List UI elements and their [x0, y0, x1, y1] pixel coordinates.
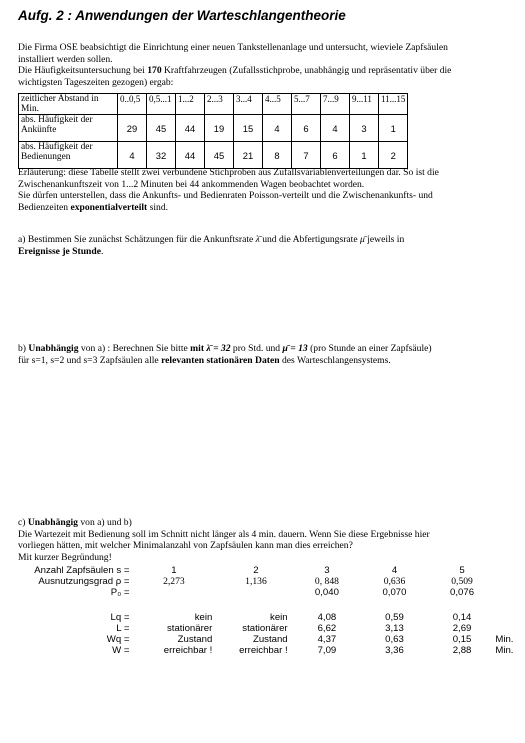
intro-line-1: Die Firma OSE beabsichtigt die Einrichtung einer neuen Tankstellenanlage und untersucht, wieviele Zapfsäulen [18, 42, 448, 53]
intro-line-4: wichtigsten Tageszeiten gezogen) ergab: [18, 76, 174, 88]
results-row-utilization [18, 576, 525, 587]
explanation-line-2: Zwischenankunftszeit von 1...2 Minuten bei 44 ankommenden Wagen beobachtet worden. [18, 178, 365, 190]
table-cell: 0,070 [382, 587, 407, 598]
unit-label [495, 612, 525, 623]
table-row-arrivals [19, 115, 408, 142]
interval-cell: 0,5...1 [147, 94, 176, 115]
row-label: P₀ = [110, 587, 130, 598]
part-c-line-3: vorliegen hätten, mit welcher Minimalanzahl von Zapfsäulen kann man dies erreichen? [18, 540, 353, 551]
results-row-l [18, 623, 525, 634]
explanation-line-3: Sie dürfen unterstellen, dass die Ankunfts- und Bedienraten Poisson-verteilt und die Zwischenankunfts- und [18, 190, 433, 201]
lambda-symbol: λ̄ [255, 234, 260, 245]
table-cell: erreichbar ! [239, 645, 288, 656]
intro-line-3: Die Häufigkeitsuntersuchung bei 170 Kraftfahrzeugen (Zufallsstichprobe, unabhängig und repräsentativ über die [18, 65, 452, 76]
table-cell: 8 [263, 142, 292, 169]
table-cell: 4 [118, 142, 147, 169]
table-cell: 21 [234, 142, 263, 169]
row-label: abs. Häufigkeit der Ankünfte [19, 115, 118, 142]
table-cell: kein [270, 612, 288, 623]
table-cell [218, 587, 293, 598]
table-cell: 4 [263, 115, 292, 142]
part-a-question [18, 234, 508, 257]
table-cell: stationärer [166, 623, 213, 634]
table-cell: 4,37 [317, 634, 337, 645]
table-cell: 4,08 [317, 612, 337, 623]
table-cell: 4 [391, 565, 398, 576]
results-row-wq [18, 634, 525, 645]
part-c-line-4: Mit kurzer Begründung! [18, 551, 112, 563]
explanation-paragraph [18, 167, 508, 213]
part-c-line-2: Die Wartezeit mit Bedienung soll im Schnitt nicht länger als 4 min. dauern. Wenn Sie diese Ergebnisse hier [18, 528, 430, 540]
results-row-w [18, 645, 525, 656]
table-cell: 0,15 [452, 634, 472, 645]
header-label: zeitlicher Abstand in Min. [19, 94, 118, 115]
unit-label [495, 623, 525, 634]
table-cell: 0,076 [450, 587, 475, 598]
intro-line-2: installiert werden sollen. [18, 53, 113, 65]
results-row-servers [18, 565, 525, 576]
row-label: Ausnutzungsgrad ρ = [38, 576, 130, 587]
table-cell: 2 [253, 565, 259, 576]
explanation-line-1: Erläuterung: diese Tabelle stellt zwei verbundene Stichproben aus Zufallsvariablenverteilungen dar. So ist die [18, 167, 439, 178]
table-cell: 3,36 [385, 645, 404, 656]
row-label: abs. Häufigkeit der Bedienungen [19, 142, 118, 169]
interval-cell: 7...9 [321, 94, 350, 115]
table-cell: 19 [205, 115, 234, 142]
part-b-line-2: für s=1, s=2 und s=3 Zapfsäulen alle relevanten stationären Daten des Warteschlangensystems. [18, 354, 391, 366]
table-cell: 1,136 [245, 576, 267, 587]
interval-cell: 3...4 [234, 94, 263, 115]
interval-cell: 4...5 [263, 94, 292, 115]
table-cell: 44 [176, 142, 205, 169]
table-header-row [19, 94, 408, 115]
table-cell: 6 [292, 115, 321, 142]
row-label: Wq = [106, 634, 130, 645]
table-cell: 2 [379, 142, 408, 169]
part-c-line-1: c) Unabhängig von a) und b) [18, 517, 132, 528]
table-cell: 4 [321, 115, 350, 142]
table-cell: 6,62 [317, 623, 337, 634]
table-cell: 1 [350, 142, 379, 169]
table-cell: Zustand [252, 634, 288, 645]
intro-paragraph [18, 42, 508, 88]
part-c-question [18, 517, 508, 563]
table-cell: 0,636 [383, 576, 406, 587]
table-cell: kein [194, 612, 213, 623]
table-cell: 3,13 [385, 623, 404, 634]
table-cell: 0, 848 [314, 576, 339, 587]
table-cell: 1 [379, 115, 408, 142]
results-row-lq [18, 612, 525, 623]
table-cell: 2,273 [163, 576, 185, 587]
row-label: L = [116, 623, 130, 634]
table-cell: 0,14 [452, 612, 472, 623]
table-cell [129, 587, 218, 598]
interval-cell: 1...2 [176, 94, 205, 115]
row-label: Lq = [110, 612, 130, 623]
table-cell: 1 [171, 565, 177, 576]
page-title: Aufg. 2 : Anwendungen der Warteschlangentheorie [18, 8, 346, 23]
table-cell: 0,040 [314, 587, 339, 598]
table-cell: 3 [350, 115, 379, 142]
table-cell: 6 [321, 142, 350, 169]
table-cell: 3 [324, 565, 330, 576]
part-a-line-1: a) Bestimmen Sie zunächst Schätzungen für die Ankunftsrate λ̄ und die Abfertigungsrate μ̄ jeweils in [18, 234, 405, 245]
table-cell: 2,88 [452, 645, 472, 656]
unit-label: Min. [495, 645, 514, 656]
table-cell: 0,509 [451, 576, 473, 587]
explanation-line-4: Bedienzeiten exponentialverteilt sind. [18, 201, 169, 213]
interval-cell: 0..0,5 [118, 94, 147, 115]
table-cell: 45 [147, 115, 176, 142]
table-cell: 5 [459, 565, 465, 576]
frequency-table [18, 93, 408, 169]
interval-cell: 11...15 [379, 94, 408, 115]
interval-cell: 2...3 [205, 94, 234, 115]
results-row-p0 [18, 587, 525, 598]
table-cell: 29 [118, 115, 147, 142]
results-table [18, 565, 525, 656]
part-a-line-2: Ereignisse je Stunde. [18, 245, 104, 257]
table-cell: 0,63 [385, 634, 404, 645]
part-b-question [18, 343, 508, 366]
table-cell: 45 [205, 142, 234, 169]
interval-cell: 5...7 [292, 94, 321, 115]
table-cell: 32 [147, 142, 176, 169]
table-cell: Zustand [177, 634, 213, 645]
table-cell: 7,09 [317, 645, 337, 656]
table-cell: stationärer [242, 623, 288, 634]
part-b-line-1: b) Unabhängig von a) : Berechnen Sie bitte mit λ̄ = 32 pro Std. und μ̄ = 13 (pro Stunde an einer Zapfsäule) [18, 343, 432, 354]
table-row-services [19, 142, 408, 169]
table-cell: erreichbar ! [163, 645, 213, 656]
row-label: W = [112, 645, 130, 656]
table-cell: 44 [176, 115, 205, 142]
mu-symbol: μ̄ [360, 234, 365, 245]
table-cell: 0,59 [385, 612, 404, 623]
table-cell: 7 [292, 142, 321, 169]
table-cell: 2,69 [452, 623, 472, 634]
table-cell: 15 [234, 115, 263, 142]
interval-cell: 9...11 [350, 94, 379, 115]
unit-label: Min. [495, 634, 514, 645]
row-label: Anzahl Zapfsäulen s = [34, 565, 130, 576]
